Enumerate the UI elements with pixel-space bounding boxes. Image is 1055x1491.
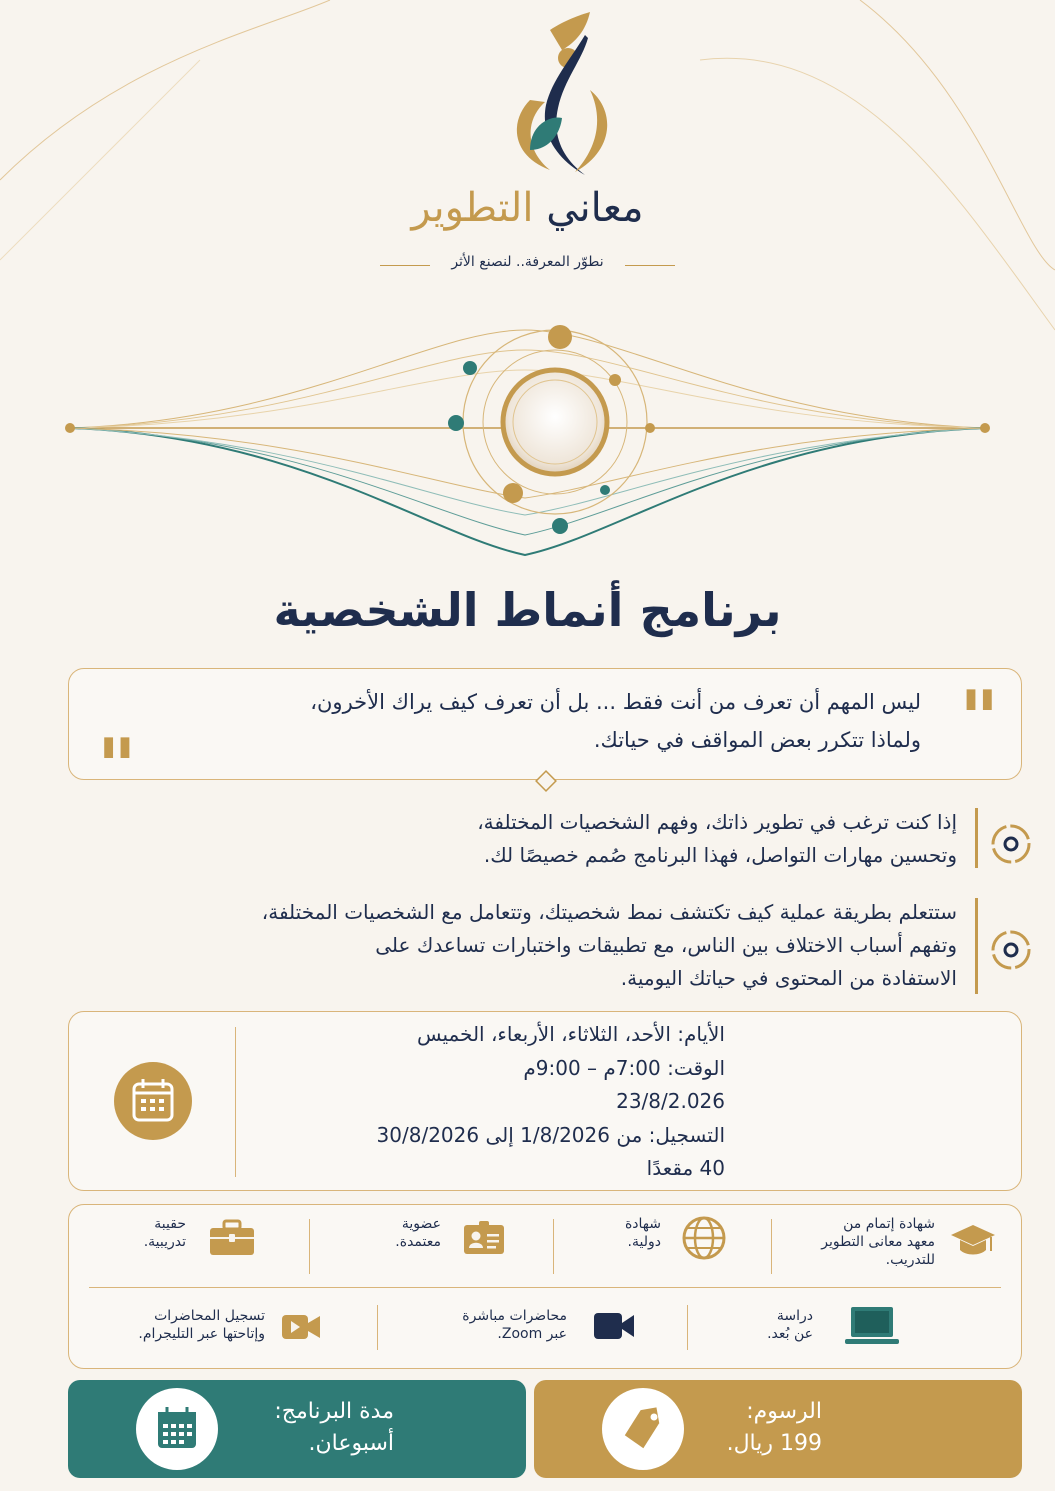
schedule-registration: التسجيل: من 1/8/2026 إلى 30/8/2026	[376, 1122, 725, 1147]
calendar-icon	[136, 1388, 218, 1470]
quote-close-icon: "	[97, 722, 137, 811]
feature-line: عضوية	[401, 1216, 441, 1232]
features-box	[68, 1204, 1022, 1369]
features-divider	[553, 1219, 554, 1274]
price-tag-badge	[602, 1388, 684, 1470]
target-icon	[987, 820, 1035, 868]
fees-value: 199 ريال.	[726, 1431, 822, 1456]
feature-international-certificate	[625, 1215, 661, 1251]
schedule-seats: 40 مقعدًا	[646, 1156, 725, 1180]
features-divider	[771, 1219, 772, 1274]
schedule-time: الوقت: 7:00م – 9:00م	[523, 1055, 725, 1080]
brand-name-first: معاني	[546, 185, 644, 231]
features-divider	[309, 1219, 310, 1274]
fees-panel	[534, 1380, 1022, 1478]
feature-line: عن بُعد.	[767, 1326, 813, 1342]
eye-illustration	[0, 310, 1055, 580]
paragraph-line: وتفهم أسباب الاختلاف بين الناس، مع تطبيقات واختبارات تساعدك على	[375, 933, 957, 957]
duration-text	[274, 1396, 394, 1460]
feature-line: شهادة إتمام من	[843, 1216, 935, 1232]
quote-text	[161, 683, 921, 759]
paragraph-accent-bar	[975, 898, 978, 994]
graduation-cap-icon	[949, 1221, 997, 1261]
features-divider	[377, 1305, 378, 1350]
feature-line: عبر Zoom.	[497, 1326, 567, 1342]
duration-value: أسبوعان.	[308, 1431, 394, 1456]
duration-label: مدة البرنامج:	[274, 1399, 394, 1424]
paragraph-line: إذا كنت ترغب في تطوير ذاتك، وفهم الشخصيات المختلفة،	[477, 810, 957, 834]
schedule-details	[377, 1018, 725, 1186]
feature-live-lectures	[462, 1307, 567, 1343]
calendar-badge	[136, 1388, 218, 1470]
feature-line: محاضرات مباشرة	[462, 1308, 567, 1324]
quote-line: ليس المهم أن تعرف من أنت فقط ... بل أن تعرف كيف يراك الأخرون،	[310, 690, 921, 714]
logo-icon	[490, 10, 630, 185]
fees-label: الرسوم:	[746, 1399, 822, 1424]
tagline-row	[300, 254, 755, 276]
feature-remote-study	[767, 1307, 813, 1343]
price-tag-icon	[602, 1388, 684, 1470]
feature-line: وإتاحتها عبر التليجرام.	[138, 1326, 265, 1342]
brand-name-second: التطوير	[411, 185, 534, 231]
video-camera-icon	[593, 1311, 635, 1341]
tagline: نطوّر المعرفة.. لنصنع الأثر	[451, 254, 604, 270]
feature-membership	[395, 1215, 441, 1251]
features-divider	[89, 1287, 1001, 1288]
feature-line: حقيبة	[154, 1216, 186, 1232]
target-icon	[987, 926, 1035, 974]
paragraph-learning	[262, 896, 957, 995]
briefcase-icon	[209, 1219, 255, 1257]
schedule-divider	[235, 1027, 236, 1177]
id-card-icon	[463, 1221, 505, 1255]
calendar-badge	[114, 1062, 192, 1140]
quote-box	[68, 668, 1022, 811]
duration-panel	[68, 1380, 526, 1478]
feature-recorded-lectures	[138, 1307, 265, 1343]
brand-name	[300, 185, 755, 231]
paragraph-accent-bar	[975, 808, 978, 868]
quote-open-icon: "	[959, 674, 999, 763]
feature-line: دولية.	[627, 1234, 661, 1250]
feature-line: تسجيل المحاضرات	[154, 1308, 265, 1324]
globe-icon	[681, 1215, 727, 1261]
paragraph-intro	[477, 806, 957, 872]
recording-icon	[281, 1313, 321, 1341]
feature-line: شهادة	[624, 1216, 661, 1232]
paragraph-line: الاستفادة من المحتوى في حياتك اليومية.	[620, 966, 957, 990]
schedule-days: الأيام: الأحد، الثلاثاء، الأربعاء، الخميس	[416, 1022, 725, 1046]
laptop-icon	[843, 1305, 901, 1349]
fees-text	[727, 1396, 822, 1460]
schedule-date: 23/8/2.026	[616, 1089, 725, 1113]
feature-line: معهد معانى التطوير	[821, 1234, 935, 1250]
features-divider	[687, 1305, 688, 1350]
paragraph-line: وتحسين مهارات التواصل، فهذا البرنامج صُمم خصيصًا لك.	[483, 843, 957, 867]
calendar-icon	[114, 1062, 192, 1140]
feature-line: تدريبية.	[143, 1234, 186, 1250]
feature-certificate-institute	[821, 1215, 935, 1269]
feature-training-kit	[144, 1215, 186, 1251]
schedule-box	[68, 1011, 1022, 1191]
feature-line: للتدريب.	[885, 1252, 935, 1268]
feature-line: معتمدة.	[395, 1234, 441, 1250]
quote-line: ولماذا تتكرر بعض المواقف في حياتك.	[593, 728, 921, 752]
page-title: برنامج أنماط الشخصية	[273, 583, 782, 637]
feature-line: دراسة	[776, 1308, 813, 1324]
quote-ornament-icon	[535, 770, 557, 792]
paragraph-line: ستتعلم بطريقة عملية كيف تكتشف نمط شخصيتك، وتتعامل مع الشخصيات المختلفة،	[261, 900, 957, 924]
